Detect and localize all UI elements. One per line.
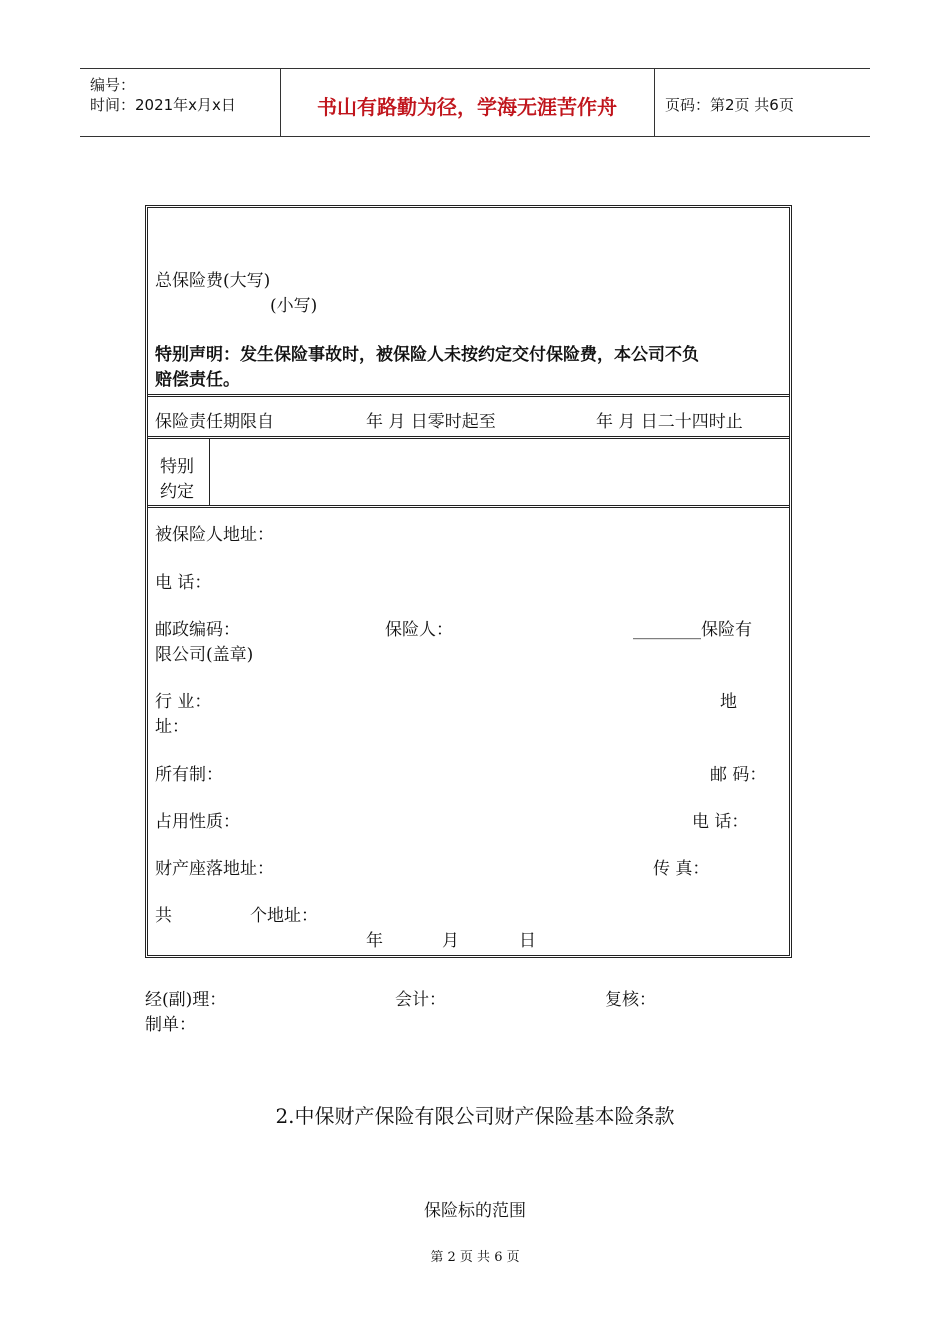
postcode-label: 邮政编码： bbox=[155, 620, 240, 640]
address-label-a: 地 bbox=[720, 692, 737, 712]
insured-address-label: 被保险人地址： bbox=[155, 525, 274, 545]
special-agreement-label-2: 约定 bbox=[160, 482, 194, 502]
fax-label: 传 真： bbox=[653, 859, 710, 879]
special-agreement-label-1: 特别 bbox=[160, 457, 194, 477]
phone-label: 电 话： bbox=[155, 573, 212, 593]
header-motto: 书山有路勤为径，学海无涯苦作舟 bbox=[317, 95, 617, 119]
row-divider-2 bbox=[147, 436, 790, 439]
section-title: 2.中保财产保险有限公司财产保险基本险条款 bbox=[275, 1104, 675, 1128]
date-day-label: 日 bbox=[519, 931, 536, 951]
zip-label: 邮 码： bbox=[710, 765, 767, 785]
page-footer: 第 2 页 共 6 页 bbox=[430, 1250, 520, 1265]
date-month-label: 月 bbox=[442, 931, 459, 951]
reviewer-signature-label: 复核： bbox=[605, 990, 656, 1010]
address-label-b: 址： bbox=[155, 717, 189, 737]
header-right-cell bbox=[654, 69, 871, 136]
policy-form-table bbox=[145, 205, 792, 958]
number-label: 编号： bbox=[90, 76, 136, 94]
date-label: 时间：2021年x月x日 bbox=[90, 96, 236, 114]
page-info: 页码：第2页 共6页 bbox=[665, 96, 794, 114]
ownership-label: 所有制： bbox=[155, 765, 223, 785]
premium-lower-label: (小写) bbox=[270, 296, 318, 316]
manager-signature-label: 经(副)理： bbox=[145, 990, 227, 1010]
occupancy-label: 占用性质： bbox=[155, 812, 240, 832]
special-agreement-divider bbox=[209, 438, 210, 506]
preparer-signature-label: 制单： bbox=[145, 1015, 196, 1035]
period-from-label: 保险责任期限自 bbox=[155, 412, 274, 432]
total-label: 共 bbox=[155, 906, 172, 926]
accountant-signature-label: 会计： bbox=[395, 990, 446, 1010]
industry-label: 行 业： bbox=[155, 692, 212, 712]
period-mid-label: 年 月 日零时起至 bbox=[366, 412, 496, 432]
row-divider-3 bbox=[147, 505, 790, 508]
insurer-label: 保险人： bbox=[385, 620, 453, 640]
subsection-title: 保险标的范围 bbox=[424, 1201, 526, 1221]
row-divider-1 bbox=[147, 394, 790, 397]
period-end-label: 年 月 日二十四时止 bbox=[596, 412, 743, 432]
tel-label: 电 话： bbox=[692, 812, 749, 832]
special-statement-line1: 特别声明：发生保险事故时，被保险人未按约定交付保险费，本公司不负 bbox=[155, 345, 699, 365]
premium-upper-label: 总保险费(大写) bbox=[155, 271, 271, 291]
property-location-label: 财产座落地址： bbox=[155, 859, 274, 879]
header-left-cell bbox=[80, 69, 281, 136]
date-year-label: 年 bbox=[366, 931, 383, 951]
special-statement-line2: 赔偿责任。 bbox=[155, 370, 240, 390]
addresses-label: 个地址： bbox=[250, 906, 318, 926]
page-header bbox=[80, 68, 870, 137]
insurer-company-a: ________保险有 bbox=[633, 620, 752, 640]
insurer-company-b: 限公司(盖章) bbox=[155, 645, 254, 665]
